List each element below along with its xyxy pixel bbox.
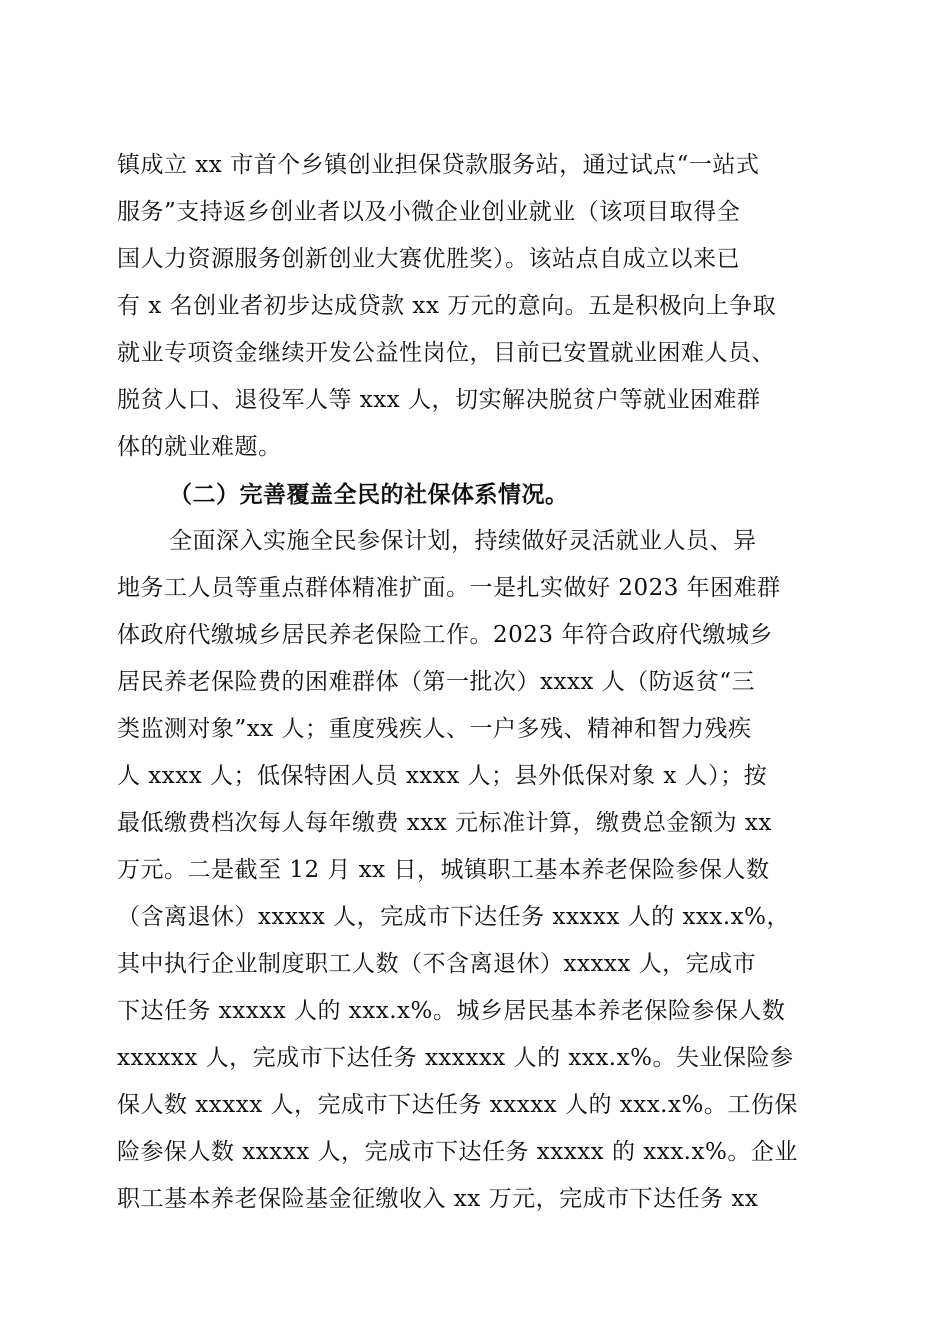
- text-line: 险参保人数 xxxxx 人，完成市下达任务 xxxxx 的 xxx.x%。企业: [117, 1139, 798, 1165]
- text-line: 地务工人员等重点群体精准扩面。一是扎实做好 2023 年困难群: [117, 575, 781, 601]
- section-heading: （二）完善覆盖全民的社保体系情况。: [169, 481, 569, 508]
- text-line: 有 x 名创业者初步达成贷款 xx 万元的意向。五是积极向上争取: [117, 293, 777, 319]
- text-line: 类监测对象”xx 人；重度残疾人、一户多残、精神和智力残疾: [117, 716, 752, 742]
- text-line: 国人力资源服务创新创业大赛优胜奖）。该站点自成立以来已: [117, 246, 740, 272]
- text-line: 万元。二是截至 12 月 xx 日，城镇职工基本养老保险参保人数: [117, 857, 770, 883]
- paragraph-employment: [117, 142, 829, 471]
- text-line: 居民养老保险费的困难群体（第一批次）xxxx 人（防返贫“三: [117, 669, 755, 695]
- document-body: [117, 142, 829, 1223]
- text-line: 脱贫人口、退役军人等 xxx 人，切实解决脱贫户等就业困难群: [117, 387, 761, 413]
- text-line: xxxxxx 人，完成市下达任务 xxxxxx 人的 xxx.x%。失业保险参: [117, 1045, 794, 1071]
- text-line: 下达任务 xxxxx 人的 xxx.x%。城乡居民基本养老保险参保人数: [117, 998, 786, 1024]
- text-line: 人 xxxx 人；低保特困人员 xxxx 人；县外低保对象 x 人）；按: [117, 763, 768, 789]
- text-line: 职工基本养老保险基金征缴收入 xx 万元，完成市下达任务 xx: [117, 1186, 759, 1212]
- text-line: 就业专项资金继续开发公益性岗位，目前已安置就业困难人员、: [117, 340, 775, 366]
- text-line: 服务”支持返乡创业者以及小微企业创业就业（该项目取得全: [117, 199, 741, 225]
- text-line: 体政府代缴城乡居民养老保险工作。2023 年符合政府代缴城乡: [117, 622, 773, 648]
- text-line: 最低缴费档次每人每年缴费 xxx 元标准计算，缴费总金额为 xx: [117, 810, 772, 836]
- text-line: 其中执行企业制度职工人数（不含离退休）xxxxx 人，完成市: [117, 951, 757, 977]
- text-line: 镇成立 xx 市首个乡镇创业担保贷款服务站，通过试点“一站式: [117, 152, 760, 178]
- text-line: 全面深入实施全民参保计划，持续做好灵活就业人员、异: [169, 528, 757, 554]
- text-line: （含离退休）xxxxx 人，完成市下达任务 xxxxx 人的 xxx.x%，: [117, 904, 791, 930]
- text-line: 保人数 xxxxx 人，完成市下达任务 xxxxx 人的 xxx.x%。工伤保: [117, 1092, 798, 1118]
- text-line: 体的就业难题。: [117, 434, 282, 460]
- paragraph-social-security: [117, 518, 829, 1223]
